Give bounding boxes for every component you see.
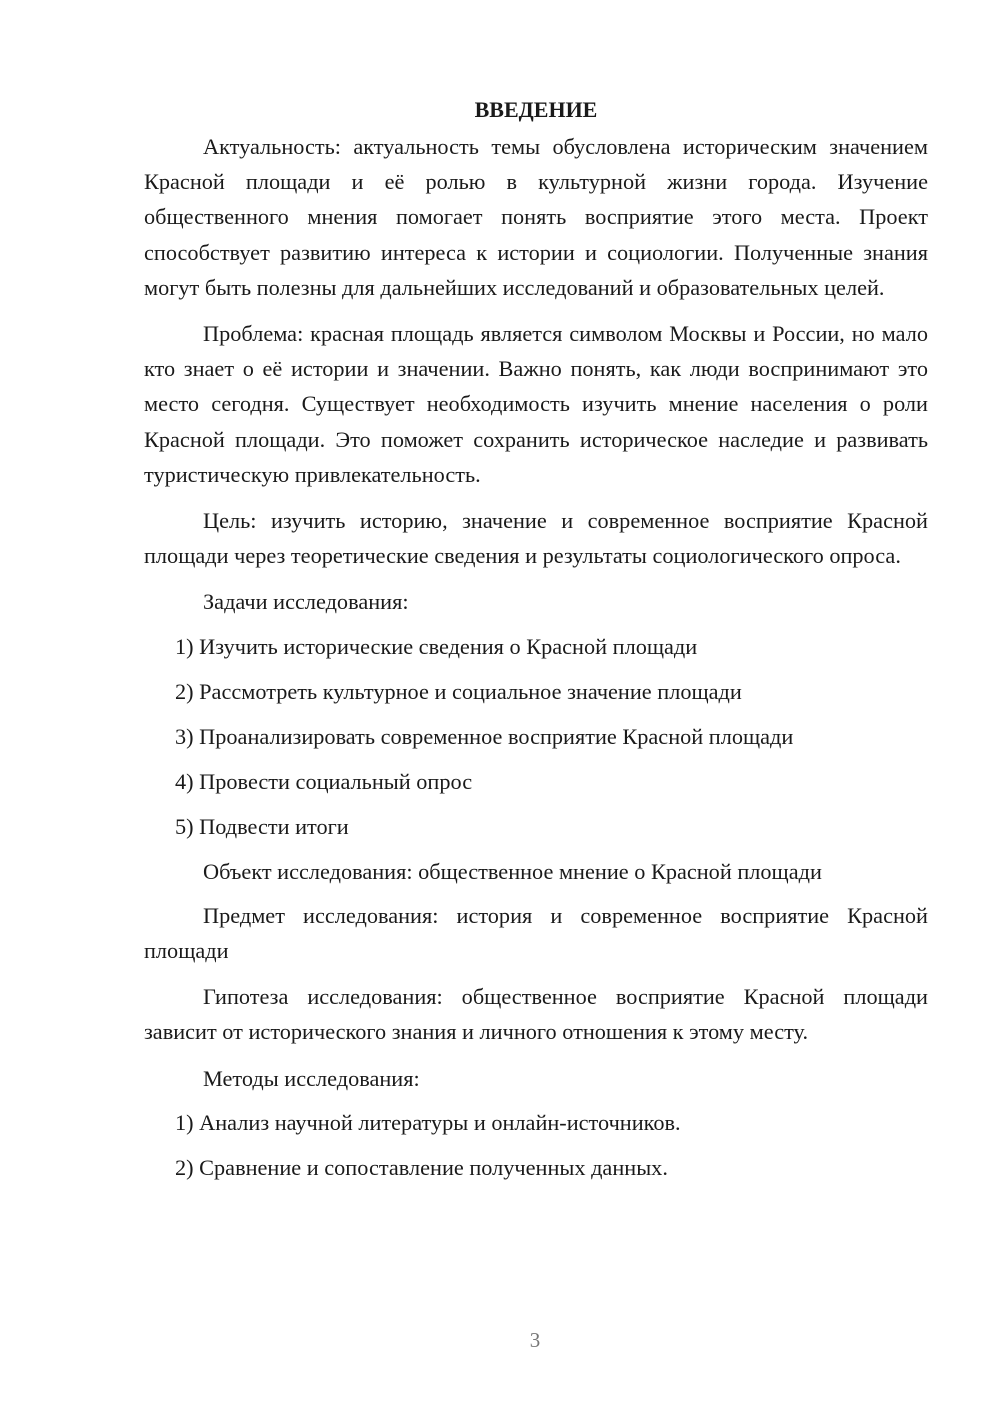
problem-paragraph: Проблема: красная площадь является символом Москвы и России, но мало кто знает о её истории и значении. Важно понять, как люди воспринимают это место сегодня. Существует необходимость изучить мнение населения о роли Красной площади. Это поможет сохранить историческое наследие и развивать туристическую привлекательность. — [144, 321, 928, 487]
relevance-paragraph: Актуальность: актуальность темы обусловлена историческим значением Красной площади и её ролью в культурной жизни города. Изучение общественного мнения помогает понять восприятие этого места. Проект способствует развитию интереса к истории и социологии. Полученные знания могут быть полезны для дальнейших исследований и образовательных целей. — [144, 134, 928, 300]
task-item: 1) Изучить исторические сведения о Красной площади — [175, 633, 698, 659]
methods-heading: Методы исследования: — [203, 1065, 420, 1091]
section-title: ВВЕДЕНИЕ — [474, 97, 598, 122]
task-item: 5) Подвести итоги — [175, 813, 349, 839]
tasks-heading: Задачи исследования: — [203, 589, 409, 615]
subject-paragraph: Предмет исследования: история и современное восприятие Красной площади — [144, 902, 928, 964]
task-item: 2) Рассмотреть культурное и социальное значение площади — [175, 678, 742, 704]
task-item: 3) Проанализировать современное восприятие Красной площади — [175, 723, 794, 749]
method-item: 1) Анализ научной литературы и онлайн-источников. — [175, 1109, 681, 1135]
object-paragraph: Объект исследования: общественное мнение о Красной площади — [203, 858, 822, 884]
task-item: 4) Провести социальный опрос — [175, 768, 473, 794]
document-page — [144, 92, 928, 1186]
method-item: 2) Сравнение и сопоставление полученных данных. — [175, 1154, 668, 1180]
goal-paragraph: Цель: изучить историю, значение и современное восприятие Красной площади через теоретические сведения и результаты социологического опроса. — [144, 508, 928, 569]
hypothesis-paragraph: Гипотеза исследования: общественное восприятие Красной площади зависит от исторического знания и личного отношения к этому месту. — [144, 984, 928, 1045]
page-number: 3 — [529, 1328, 541, 1352]
